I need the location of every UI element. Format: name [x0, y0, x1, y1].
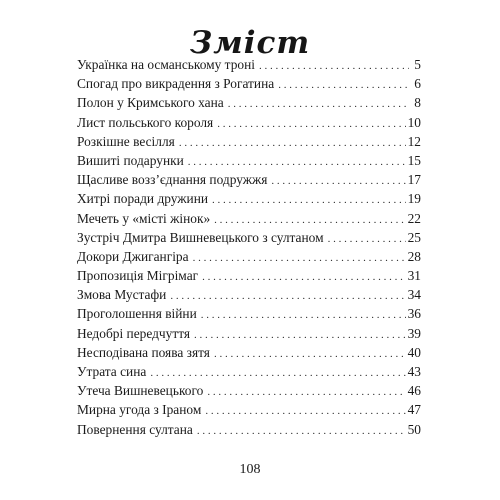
toc-entry — [77, 113, 421, 132]
dot-leader — [214, 345, 406, 364]
toc-entry-title: Докори Джигангіра — [77, 248, 189, 264]
toc-entry — [77, 324, 421, 343]
toc-entry-title: Розкішне весілля — [77, 133, 175, 149]
toc-entry-page: 50 — [407, 421, 421, 437]
dot-leader — [212, 191, 406, 210]
page-title: Зміст — [189, 24, 311, 61]
toc-entry-title: Лист польського короля — [77, 114, 214, 130]
dot-leader — [201, 306, 406, 325]
toc-entry-title: Полон у Кримського хана — [77, 95, 224, 111]
toc-entry-title: Повернення султана — [77, 421, 193, 437]
toc-entry — [77, 266, 421, 285]
toc-entry — [77, 304, 421, 323]
toc-entry — [77, 93, 421, 112]
toc-entry-title: Утеча Вишневецького — [77, 383, 204, 399]
toc-entry-title: Зустріч Дмитра Вишневецького з султаном — [77, 229, 324, 245]
dot-leader — [170, 287, 405, 306]
toc-entry — [77, 170, 421, 189]
toc-entry — [77, 247, 421, 266]
toc-entry-title: Утрата сина — [77, 364, 147, 379]
toc-entry — [77, 400, 421, 419]
toc-entry-page: 36 — [407, 306, 421, 322]
toc-entry-title: Мирна угода з Іраном — [77, 402, 202, 418]
toc-entry — [77, 132, 421, 151]
toc-entry-page: 34 — [407, 287, 421, 303]
toc-entry-page: 25 — [407, 229, 421, 245]
toc-entry-page: 40 — [407, 344, 421, 360]
toc-entry-page: 46 — [407, 383, 421, 399]
toc-entry — [77, 55, 421, 74]
dot-leader — [328, 230, 406, 249]
toc-entry-title: Мечеть у «місті жінок» — [77, 210, 211, 226]
toc-entry — [77, 343, 421, 362]
toc-entry — [77, 74, 421, 93]
toc-entry — [77, 151, 421, 170]
toc-entry-title: Пропозиція Мігрімаг — [77, 268, 199, 284]
toc-entry-page: 8 — [414, 95, 421, 111]
toc-entry — [77, 420, 421, 439]
dot-leader — [179, 134, 406, 153]
toc-entry-title: Проголошення війни — [77, 306, 197, 322]
dot-leader — [205, 402, 405, 421]
toc-entry — [77, 381, 421, 400]
toc-entry-page: 12 — [407, 133, 421, 149]
dot-leader — [271, 172, 405, 191]
toc-entry-title: Спогад про викрадення з Рогатина — [77, 76, 275, 92]
page-number: 108 — [239, 462, 261, 477]
toc-entry-page: 47 — [407, 402, 421, 418]
toc-entry-title: Недобрі передчуття — [77, 325, 191, 341]
toc-entry-page: 22 — [407, 210, 421, 226]
toc-entry — [77, 362, 421, 381]
toc-entry-page: 10 — [407, 114, 421, 130]
dot-leader — [217, 115, 405, 134]
dot-leader — [259, 57, 409, 76]
toc-entry-title: Українка на османському троні — [77, 57, 255, 72]
toc-entry-title: Вишиті подарунки — [77, 152, 184, 168]
dot-leader — [207, 383, 405, 402]
toc-entry-page: 43 — [407, 364, 421, 379]
toc-entry-page: 31 — [407, 268, 421, 284]
dot-leader — [193, 249, 406, 268]
toc-entry — [77, 285, 421, 304]
toc-entry-page: 19 — [407, 191, 421, 207]
toc-entry — [77, 189, 421, 208]
toc-entry — [77, 209, 421, 228]
toc-entry-title: Щасливе возз’єднання подружжя — [77, 172, 268, 188]
dot-leader — [202, 268, 405, 287]
toc-entry-title: Хитрі поради дружини — [77, 191, 209, 207]
toc-entry-page: 39 — [407, 325, 421, 341]
toc-entry-title: Несподівана поява зятя — [77, 344, 210, 360]
toc-entry — [77, 228, 421, 247]
toc-entry-page: 5 — [414, 57, 421, 72]
toc-entry-page: 15 — [407, 152, 421, 168]
dot-leader — [278, 76, 409, 95]
dot-leader — [197, 422, 406, 441]
dot-leader — [228, 95, 409, 114]
toc-entry-page: 6 — [414, 76, 421, 92]
dot-leader — [194, 326, 406, 345]
table-of-contents — [77, 55, 421, 439]
toc-entry-title: Змова Мустафи — [77, 287, 167, 303]
toc-entry-page: 28 — [407, 248, 421, 264]
toc-entry-page: 17 — [407, 172, 421, 188]
